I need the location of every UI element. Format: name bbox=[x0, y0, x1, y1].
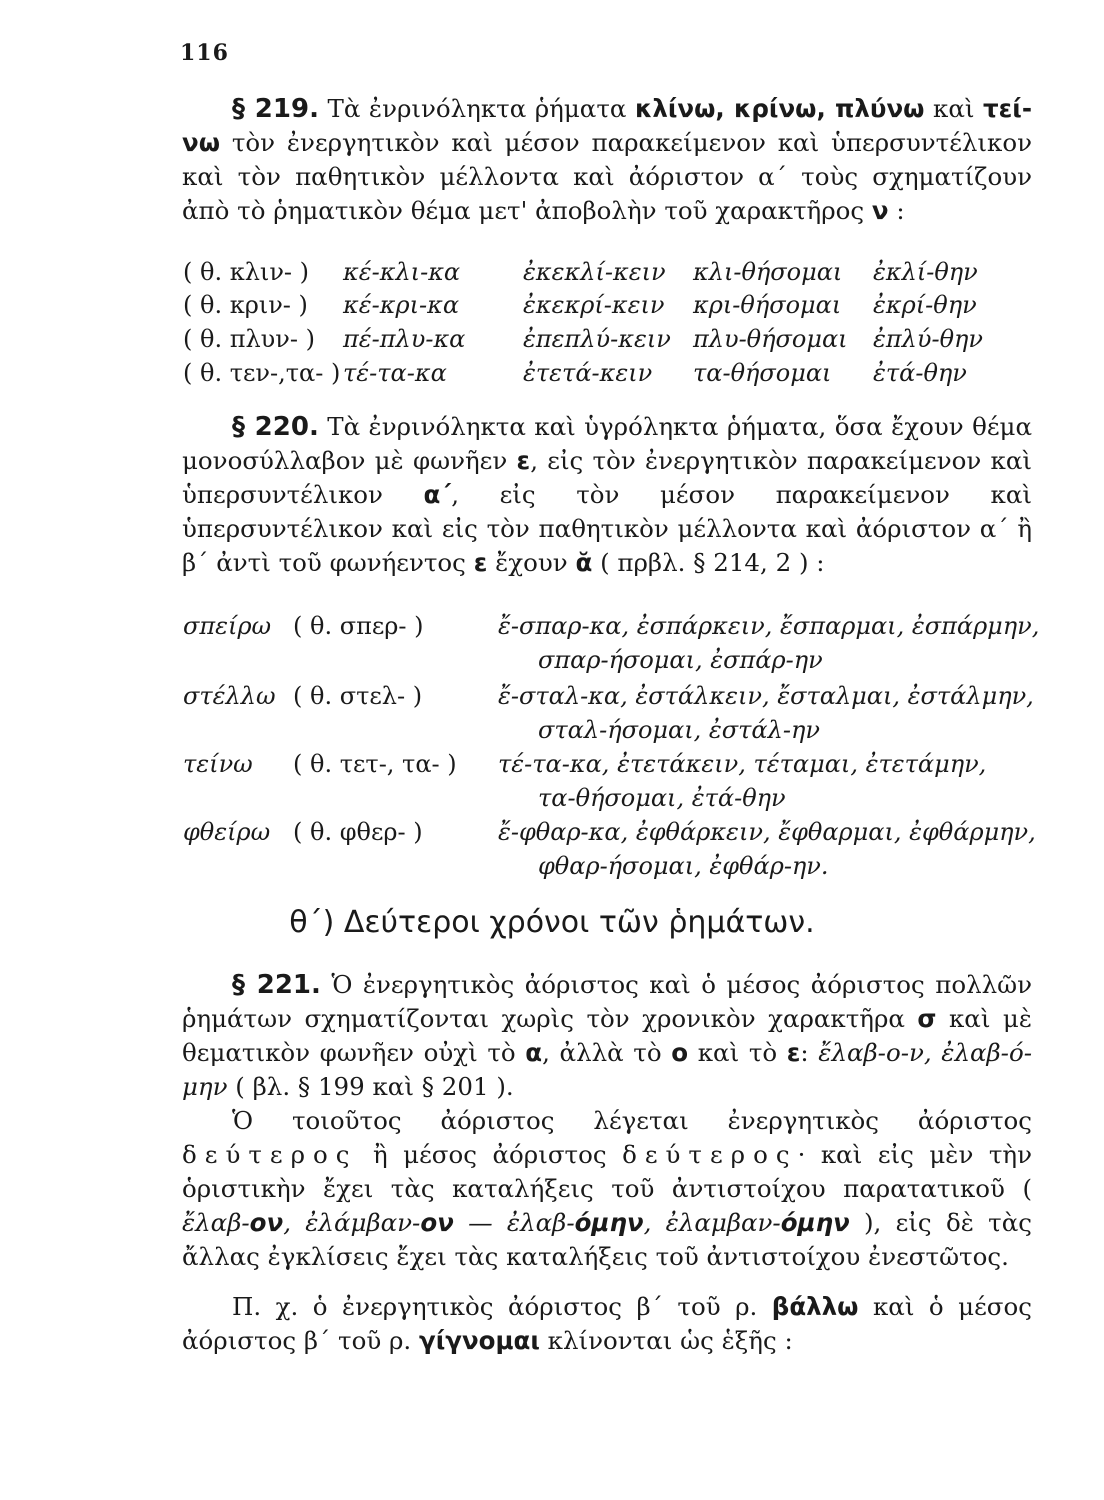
stem-cell: ( θ. πλυν- ) bbox=[183, 325, 315, 353]
text-run: Τὰ ἐνρινόληκτα ῥήματα bbox=[327, 94, 635, 123]
form-cell: πέ-πλυ-κα bbox=[343, 325, 466, 353]
text-run: ( βλ. § 199 καὶ § 201 ). bbox=[227, 1072, 514, 1101]
form-cell: κέ-κλι-κα bbox=[343, 258, 461, 286]
bold-ending: ον bbox=[249, 1208, 284, 1237]
stem-cell: ( θ. τεν-,τα- ) bbox=[183, 359, 341, 387]
form-cell: ἐκεκρί-κειν bbox=[523, 291, 665, 319]
bold-letter: α΄ bbox=[423, 480, 452, 509]
bold-letter: σ bbox=[917, 1004, 937, 1033]
paragraph-219 bbox=[182, 92, 1032, 228]
form-cell: ἐκεκλί-κειν bbox=[523, 258, 666, 286]
verb-cell: φθείρω bbox=[183, 818, 271, 846]
stem-cell: ( θ. στελ- ) bbox=[293, 682, 423, 710]
form-cell: πλυ-θήσομαι bbox=[693, 325, 848, 353]
form-cell: ἐπεπλύ-κειν bbox=[523, 325, 671, 353]
spaced-term: δεύτερος bbox=[182, 1140, 358, 1169]
bold-letter: α bbox=[525, 1038, 543, 1067]
text-run: Τὰ ἐνρινόληκτα καὶ ὑγρόληκτα ῥήματα, ὅσα ἔχουν θέμα μονοσύλλαβον μὲ φωνῆεν bbox=[182, 412, 1032, 475]
forms-line: ἔ-φθαρ-κα, ἐφθάρκειν, ἔφθαρμαι, ἐφθάρμην, bbox=[498, 818, 1036, 846]
verb-cell: τείνω bbox=[183, 750, 253, 778]
text-run: : bbox=[888, 196, 905, 225]
form-cell: τα-θήσομαι bbox=[693, 359, 832, 387]
bold-ending: όμην bbox=[574, 1208, 644, 1237]
forms-line: τέ-τα-κα, ἐτετάκειν, τέταμαι, ἐτετάμην, bbox=[498, 750, 987, 778]
verb-cell: στέλλω bbox=[183, 682, 276, 710]
form-cell: ἐτετά-κειν bbox=[523, 359, 653, 387]
bold-letter: ν bbox=[871, 196, 889, 225]
form-cell: κρι-θήσομαι bbox=[693, 291, 842, 319]
paragraph-example bbox=[182, 1290, 1032, 1358]
text-run: ), εἰς δὲ τὰς ἄλλας ἐγκλίσεις ἔχει τὰς καταλήξεις τοῦ ἀντιστοίχου ἐνεστῶτος. bbox=[182, 1208, 1032, 1271]
forms-line: σταλ-ήσομαι, ἐστάλ-ην bbox=[538, 716, 820, 744]
section-number-221: § 221. bbox=[232, 970, 321, 1000]
page-number: 116 bbox=[180, 40, 229, 66]
bold-verbs: κλίνω, κρίνω, πλύνω bbox=[634, 94, 925, 123]
form-cell: ἐτά-θην bbox=[873, 359, 967, 387]
bold-letter: ε bbox=[516, 446, 531, 475]
paragraph-221 bbox=[182, 968, 1032, 1104]
section-number-220: § 220. bbox=[232, 412, 319, 442]
forms-line: σπαρ-ήσομαι, ἐσπάρ-ην bbox=[538, 646, 823, 674]
paragraph-219-text bbox=[182, 92, 1032, 228]
paragraph-220 bbox=[182, 410, 1032, 580]
text-run: καὶ τὸ bbox=[688, 1038, 787, 1067]
form-cell: ἐκλί-θην bbox=[873, 258, 978, 286]
text-run: καὶ μὲ θεματικὸν φωνῆεν οὐχὶ τὸ bbox=[182, 1004, 1032, 1067]
text-run: ἔχουν bbox=[487, 548, 576, 577]
text-run: Π. χ. ὁ ἐνεργητικὸς ἀόριστος β΄ τοῦ ρ. bbox=[232, 1292, 772, 1321]
bold-verb-end: νω bbox=[182, 128, 220, 157]
bold-letter: ε bbox=[473, 548, 488, 577]
verb-cell: σπείρω bbox=[183, 612, 272, 640]
stem-cell: ( θ. φθερ- ) bbox=[293, 818, 423, 846]
text-run: Ὁ τοιοῦτος ἀόριστος λέγεται ἐνεργητικὸς ἀόριστος bbox=[232, 1106, 1032, 1135]
paragraph-example-text bbox=[182, 1290, 1032, 1358]
section-number-219: § 219. bbox=[232, 94, 319, 124]
forms-line: φθαρ-ήσομαι, ἐφθάρ-ην. bbox=[538, 852, 829, 880]
forms-line: ἔ-σπαρ-κα, ἐσπάρκειν, ἔσπαρμαι, ἐσπάρμην, bbox=[498, 612, 1040, 640]
text-run: τὸν ἐνεργητικὸν καὶ μέσον παρακείμενον καὶ ὑπερσυντέλικον καὶ τὸν παθητικὸν μέλλοντα καὶ ἀόριστον α΄ τοὺς σχηματίζουν ἀπὸ τὸ ῥηματικὸν θέμα μετ' ἀποβολὴν τοῦ χαρακτῆρος bbox=[182, 128, 1032, 225]
paragraph-221-text bbox=[182, 968, 1032, 1104]
italic-example: — ἐλαβ- bbox=[453, 1208, 575, 1237]
bold-letter: ᾰ bbox=[575, 548, 593, 577]
stem-cell: ( θ. κριν- ) bbox=[183, 291, 308, 319]
stem-cell: ( θ. τετ-, τα- ) bbox=[293, 750, 457, 778]
text-run: , εἰς τὸν μέσον παρακείμενον καὶ ὑπερσυντέλικον καὶ εἰς τὸν παθητικὸν μέλλοντα καὶ ἀόριστον α΄ ἢ β΄ ἀντὶ τοῦ φωνήεντος bbox=[182, 480, 1032, 577]
forms-line: ἔ-σταλ-κα, ἐστάλκειν, ἔσταλμαι, ἐστάλμην, bbox=[498, 682, 1034, 710]
paragraph-220-text bbox=[182, 410, 1032, 580]
bold-ending: όμην bbox=[780, 1208, 850, 1237]
italic-example: , ἐλαμβαν- bbox=[643, 1208, 781, 1237]
text-run: ( πρβλ. § 214, 2 ) : bbox=[592, 548, 825, 577]
section-heading: θ΄) Δεύτεροι χρόνοι τῶν ῥημάτων. bbox=[289, 905, 815, 940]
bold-verb: τεί- bbox=[983, 94, 1033, 123]
stem-cell: ( θ. σπερ- ) bbox=[293, 612, 424, 640]
form-cell: ἐπλύ-θην bbox=[873, 325, 983, 353]
text-run: καὶ ὁ μέσος ἀόριστος β΄ τοῦ ρ. bbox=[182, 1292, 1032, 1355]
forms-line: τα-θήσομαι, ἐτά-θην bbox=[538, 784, 786, 812]
bold-verb: βάλλω bbox=[771, 1292, 859, 1321]
text-run: καὶ bbox=[924, 94, 984, 123]
bold-ending: ον bbox=[420, 1208, 454, 1237]
form-cell: κλι-θήσομαι bbox=[693, 258, 843, 286]
text-run: , εἰς τὸν ἐνεργητικὸν παρακείμενον καὶ ὑπερσυντέλικον bbox=[182, 446, 1032, 509]
paragraph-second-aorist-text bbox=[182, 1104, 1032, 1274]
spaced-term: δεύτερος bbox=[622, 1140, 798, 1169]
text-run: : bbox=[800, 1038, 819, 1067]
text-run: Ὁ ἐνεργητικὸς ἀόριστος καὶ ὁ μέσος ἀόριστος πολλῶν ῥημάτων σχηματίζονται χωρὶς τὸν χρονικὸν χαρακτῆρα bbox=[182, 970, 1032, 1033]
italic-example: , ἐλάμβαν- bbox=[283, 1208, 421, 1237]
text-run: , ἀλλὰ τὸ bbox=[542, 1038, 672, 1067]
text-run: · καὶ εἰς μὲν τὴν ὁριστικὴν ἔχει τὰς καταλήξεις τοῦ ἀντιστοίχου παρατατικοῦ ( bbox=[182, 1140, 1032, 1203]
bold-letter: ο bbox=[671, 1038, 689, 1067]
text-run: κλίνονται ὡς ἑξῆς : bbox=[539, 1326, 793, 1355]
bold-letter: ε bbox=[786, 1038, 801, 1067]
stem-cell: ( θ. κλιν- ) bbox=[183, 258, 310, 286]
italic-example: ἔλαβ-ο-ν, ἐλαβ-ό-μην bbox=[182, 1038, 1032, 1101]
form-cell: ἐκρί-θην bbox=[873, 291, 977, 319]
form-cell: κέ-κρι-κα bbox=[343, 291, 460, 319]
form-cell: τέ-τα-κα bbox=[343, 359, 447, 387]
italic-example: ἔλαβ- bbox=[182, 1208, 250, 1237]
text-run: ἢ μέσος ἀόριστος bbox=[357, 1140, 623, 1169]
bold-verb: γίγνομαι bbox=[419, 1326, 540, 1355]
paragraph-second-aorist bbox=[182, 1104, 1032, 1274]
